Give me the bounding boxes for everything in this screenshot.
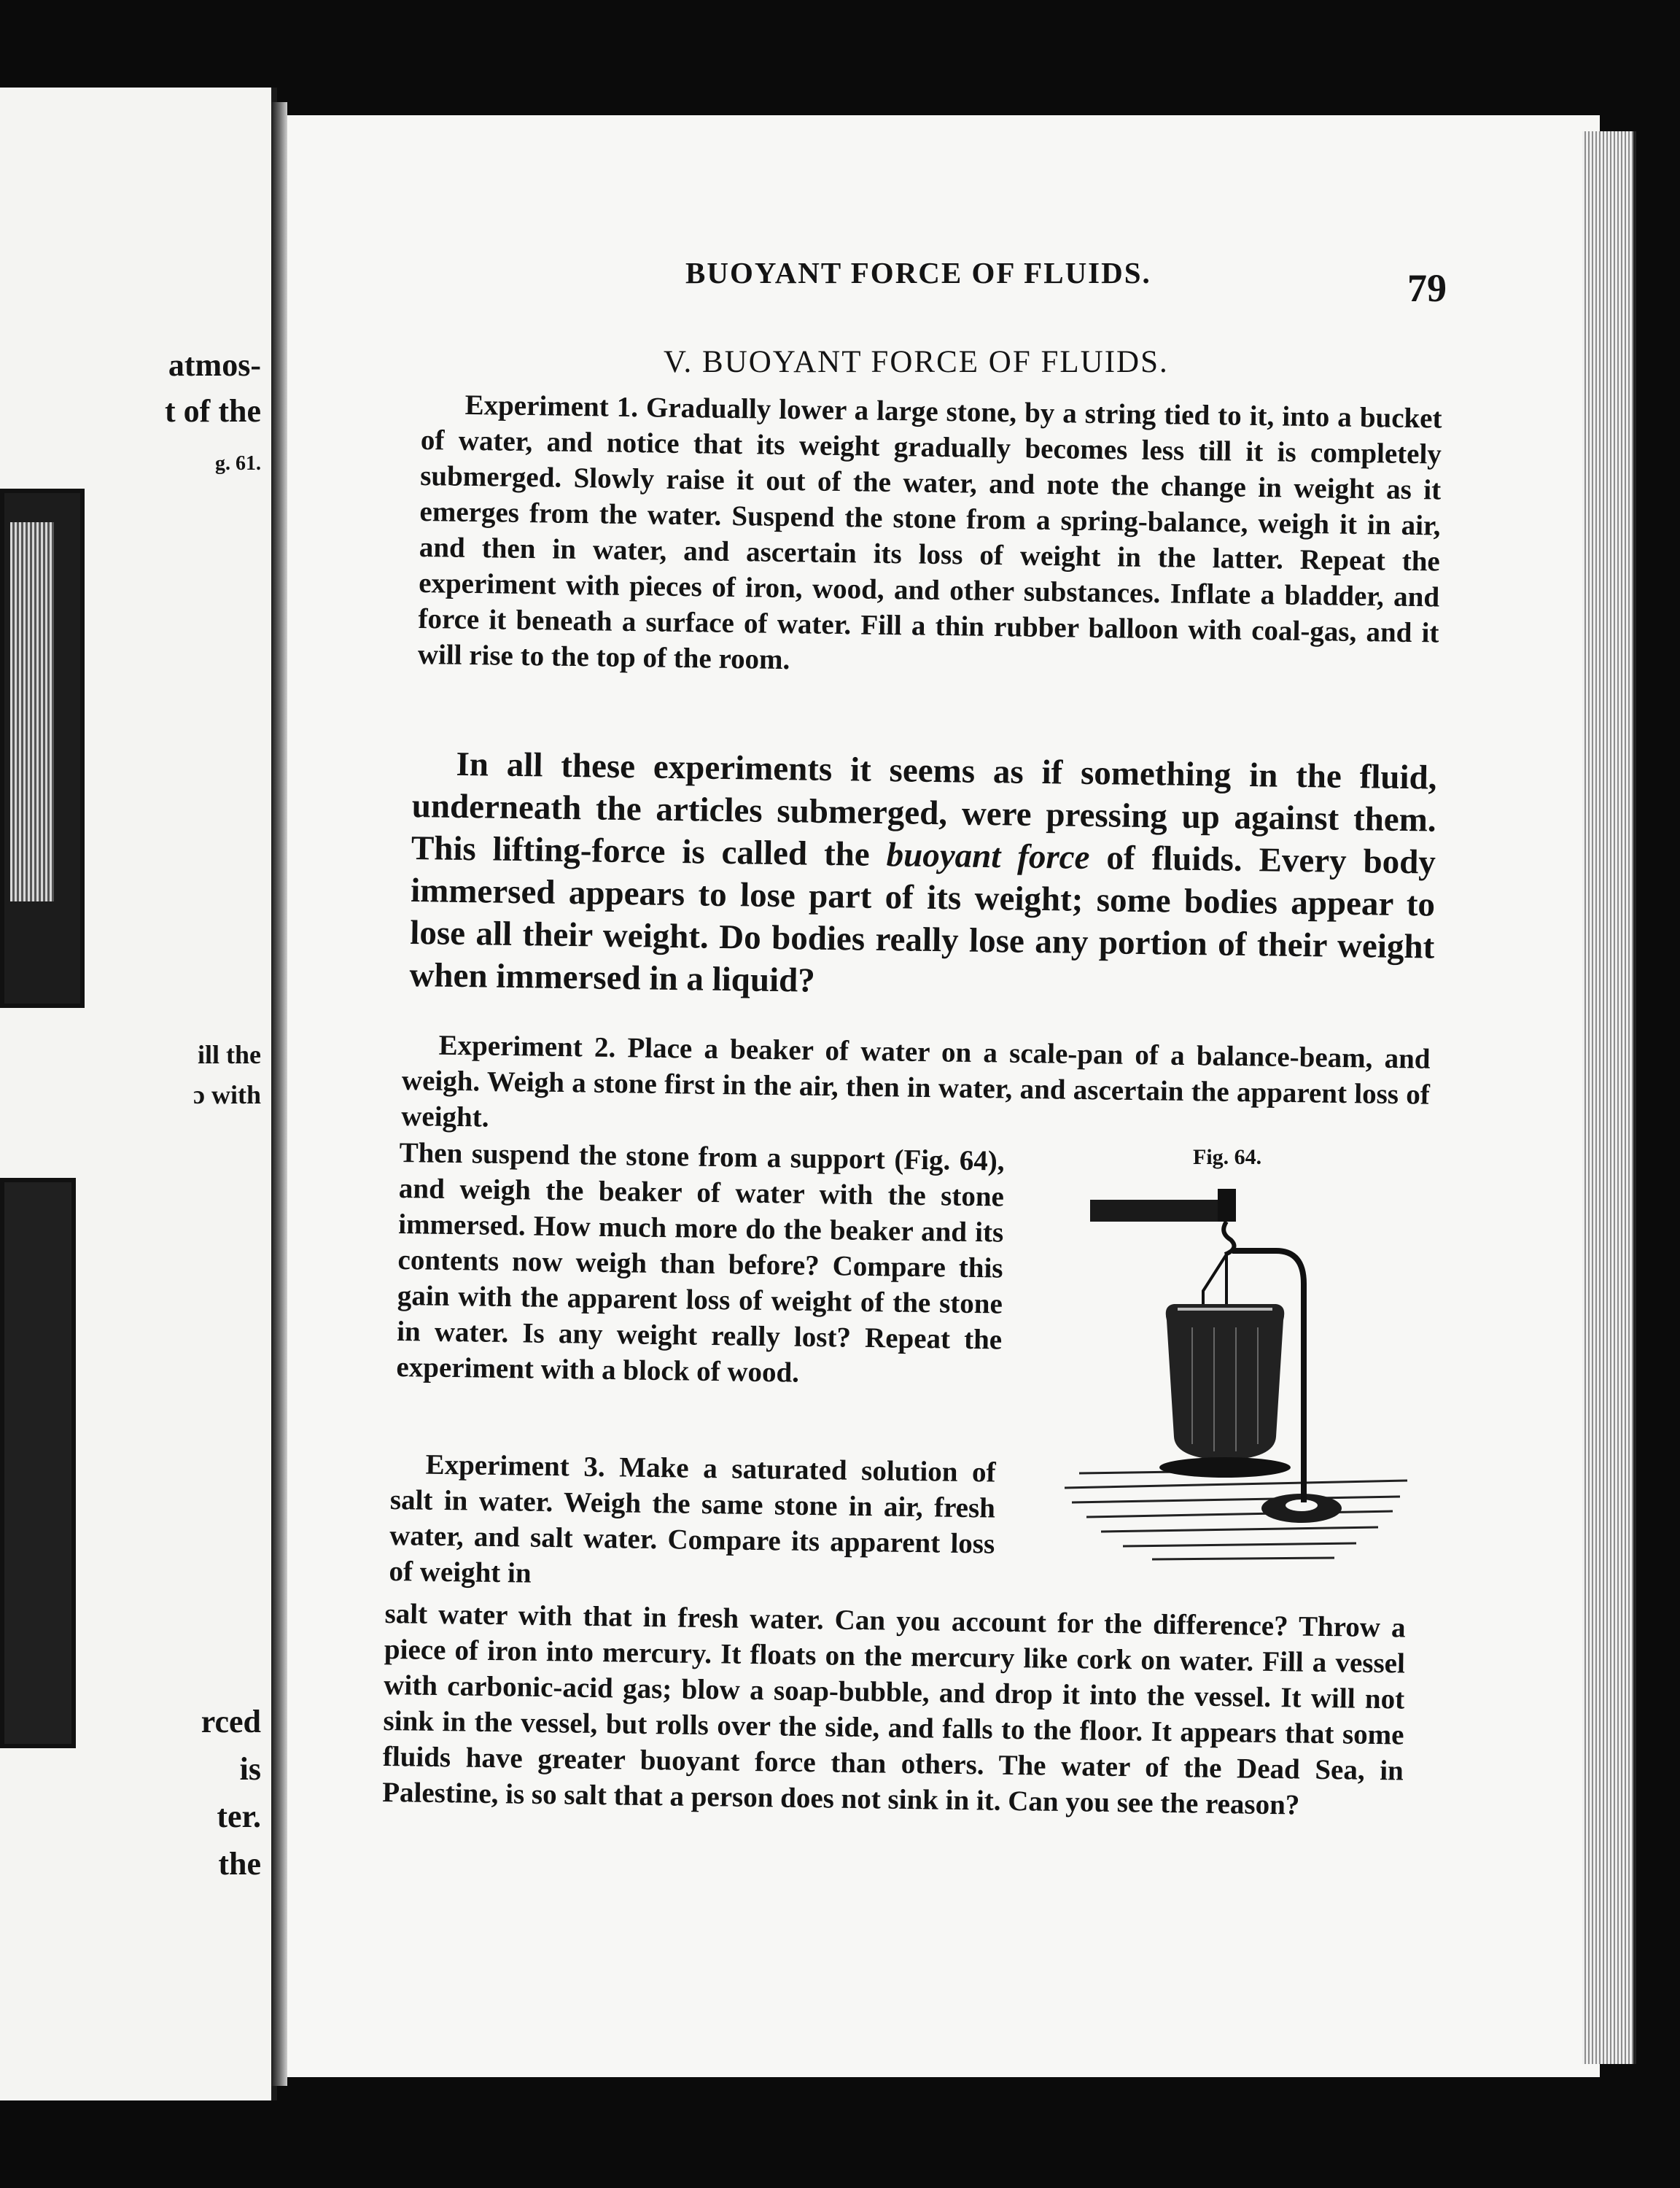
left-figure-image <box>0 1178 76 1748</box>
experiment-2-paragraph-b: Then suspend the stone from a support (Fig. 64), and weigh the beaker of water with the stone immersed. How much more do the beaker and its contents now weigh than before? Compare this gain with the apparent loss of weight of the stone in water. Is any weight really lost? Repeat the experiment with a block of wood. <box>396 1136 1005 1389</box>
left-text-fragment: rced <box>201 1704 261 1739</box>
left-text-fragment: ill the <box>198 1040 261 1069</box>
running-head: BUOYANT FORCE OF FLUIDS. <box>685 256 1151 290</box>
paragraph-text: Make a saturated solution of salt in water. Weigh the same stone in air, fresh water, and salt water. Compare its apparent loss of weight in <box>389 1451 996 1589</box>
left-text-fragment: t of the <box>165 393 261 429</box>
left-text-fragment: is <box>239 1751 261 1787</box>
beaker-and-support-figure <box>1057 1182 1422 1590</box>
left-facing-page <box>0 88 277 2100</box>
paragraph-text: Place a beaker of water on a scale-pan of a balance-beam, and weigh. Weigh a stone first in the air, then in water, and ascertain the apparent loss of weight. <box>400 1032 1431 1133</box>
left-figure-caption: g. 61. <box>215 452 261 475</box>
left-figure-image <box>0 489 85 1008</box>
left-text-fragment: ter. <box>217 1799 261 1834</box>
left-text-fragment: atmos- <box>168 347 261 383</box>
page-edges <box>1582 131 1636 2064</box>
book-gutter <box>271 102 287 2086</box>
experiment-label: Experiment 3. <box>425 1448 605 1483</box>
experiment-3-paragraph-b: salt water with that in fresh water. Can you account for the difference? Throw a piece of iron into mercury. It floats on the mercury like cork on water. Fill a vessel with carbonic-acid gas; blow a soap-bubble, and drop it into the vessel. It will not sink in the vessel, but rolls over the side, and falls to the floor. It appears that some fluids have greater buoyant force than others. The water of the Dead Sea, in Palestine, is so salt that a person does not sink in it. Can you see the reason? <box>381 1597 1406 1821</box>
paragraph-text: of fluids. Every body immersed appears to lose part of its weight; some bodies appear to lose all their weight. Do bodies really lose any portion of their weight when immersed in a liquid? <box>409 839 1436 1000</box>
emphasis-term: buoyant force <box>886 836 1090 877</box>
experiment-label: Experiment 1. <box>464 389 639 424</box>
main-paragraph <box>409 742 1437 1011</box>
experiment-1-paragraph <box>418 387 1442 687</box>
experiment-3-paragraph-a <box>389 1446 996 1598</box>
left-text-fragment: ɔ with <box>193 1080 261 1109</box>
paragraph-text: Gradually lower a large stone, by a string tied to it, into a bucket of water, and notice that its weight gradually becomes less till it is completely submerged. Slowly raise it out of the water, and note the change in weight as it emerges from the water. Suspend the stone from a spring-balance, weigh it in air, and then in water, and ascertain its loss of weight in the latter. Repeat the experiment with pieces of iron, wood, and other substances. Inflate a bladder, and force it beneath a surface of water. Fill a thin rubber balloon with coal-gas, and it will rise to the top of the room. <box>417 392 1442 676</box>
figure-caption: Fig. 64. <box>1193 1145 1262 1169</box>
left-text-fragment: the <box>218 1846 261 1882</box>
page-number: 79 <box>1407 266 1447 310</box>
section-title: V. BUOYANT FORCE OF FLUIDS. <box>664 345 1169 379</box>
experiment-2-paragraph-a <box>401 1027 1431 1149</box>
paragraph-text: In all these experiments it seems as if something in the fluid, underneath the articles submerged, were pressing up against them. This lifting-force is called the <box>411 745 1437 874</box>
experiment-label: Experiment 2. <box>438 1029 616 1064</box>
